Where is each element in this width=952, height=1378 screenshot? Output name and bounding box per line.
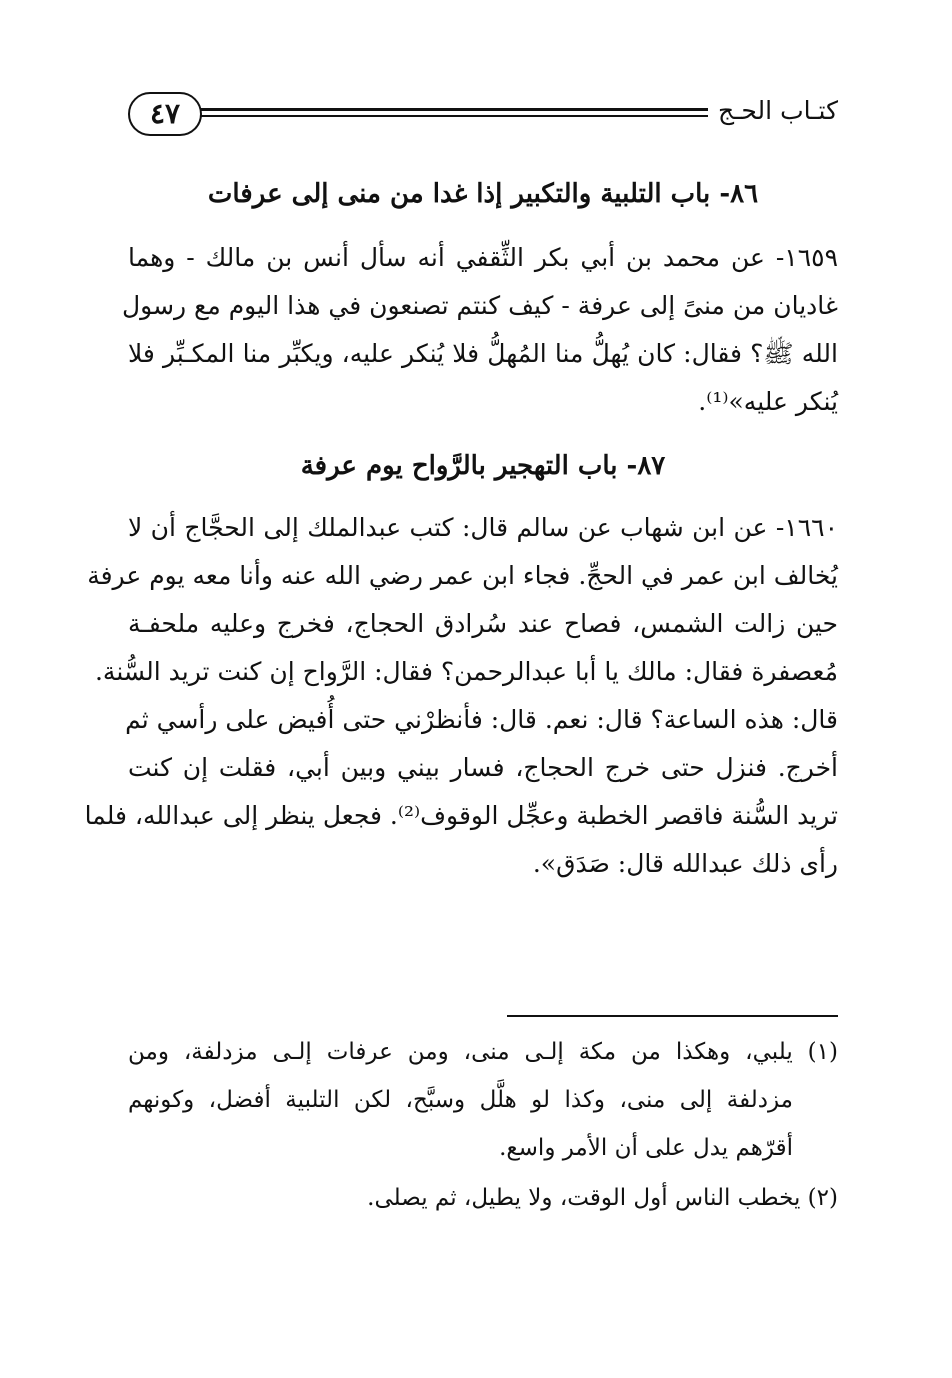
paragraph-line: قال: هذه الساعة؟ قال: نعم. قال: فأنظرْني حتى أُفيض على رأسي ثم <box>125 705 838 734</box>
paragraph-line: أخرج. فنزل حتى خرج الحجاج، فسار بيني وبين أبي، فقلت إن كنت <box>128 753 838 782</box>
footnote-line: (١) يلبي، وهكذا من مكة إلـى منى، ومن عرفات إلـى مزدلفة، ومن <box>128 1039 838 1065</box>
header-rule-thin <box>198 116 708 117</box>
paragraph-line: ١٦٦٠- عن ابن شهاب عن سالم قال: كتب عبدالملك إلى الحجَّاج أن لا <box>128 513 838 542</box>
paragraph-line: يُخالف ابن عمر في الحجِّ. فجاء ابن عمر رضي الله عنه وأنا معه يوم عرفة <box>87 561 838 590</box>
running-header <box>128 92 838 142</box>
section-heading-86: ٨٦- باب التلبية والتكبير إذا غدا من منى إلى عرفات <box>207 179 759 209</box>
footnote-line: أقرّهم يدل على أن الأمر واسع. <box>499 1135 793 1161</box>
paragraph-line: حين زالت الشمس، فصاح عند سُرادق الحجاج، فخرج وعليه ملحفـة <box>128 609 838 638</box>
page-number: ٤٧ <box>128 92 202 136</box>
footnote-line: (٢) يخطب الناس أول الوقت، ولا يطيل، ثم يصلى. <box>367 1185 838 1211</box>
chapter-title: كتـاب الحـج <box>717 96 838 125</box>
paragraph-line: غاديان من منىً إلى عرفة - كيف كنتم تصنعون في هذا اليوم مع رسول <box>122 291 838 320</box>
section-heading-87: ٨٧- باب التهجير بالرَّواح يوم عرفة <box>300 451 666 481</box>
header-rule <box>198 108 708 116</box>
paragraph-line: الله ﷺ؟ فقال: كان يُهلُّ منا المُهلُّ فلا يُنكر عليه، ويكبِّر منا المكـبِّر فلا <box>128 339 838 368</box>
paragraph-line: تريد السُّنة فاقصر الخطبة وعجِّل الوقوف⁽²⁾. فجعل ينظر إلى عبدالله، فلما <box>84 801 838 830</box>
paragraph-line: ١٦٥٩- عن محمد بن أبي بكر الثِّقفي أنه سأل أنس بن مالك - وهما <box>128 243 838 272</box>
footnote-line: مزدلفة إلى منى، وكذا لو هلَّل وسبَّح، لكن التلبية أفضل، وكونهم <box>128 1087 793 1113</box>
paragraph-line: مُعصفرة فقال: مالك يا أبا عبدالرحمن؟ فقال: الرَّواح إن كنت تريد السُّنة. <box>94 657 838 686</box>
paragraph-line: رأى ذلك عبدالله قال: صَدَق». <box>532 849 838 878</box>
paragraph-line: يُنكر عليه»⁽¹⁾. <box>698 387 838 416</box>
footnote-separator <box>507 1015 838 1017</box>
